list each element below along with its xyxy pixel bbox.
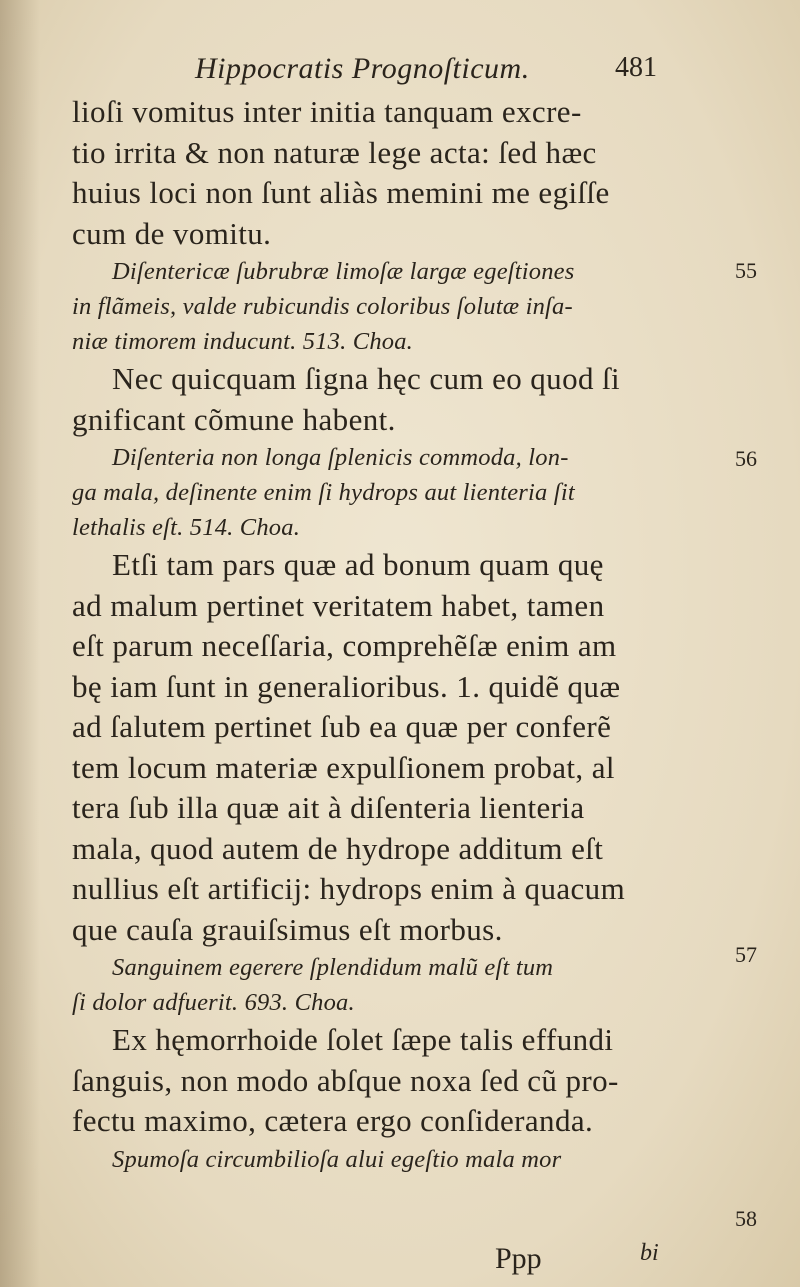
- text-line: gnificant cõmune habent.: [72, 401, 396, 437]
- text-line: niæ timorem inducunt. 513. Choa.: [72, 328, 414, 355]
- catchword-continuation: bi: [640, 1240, 659, 1266]
- folio-number: 481: [615, 52, 657, 83]
- running-title: Hippocratis Prognoſticum.: [195, 52, 530, 85]
- text-line: Etſi tam pars quæ ad bonum quam quę: [112, 547, 604, 582]
- text-line: Spumoſa circumbilioſa alui egeſtio mala mor: [112, 1145, 562, 1173]
- text-line: Nec quicquam ſigna hęc cum eo quod ſi: [112, 361, 621, 396]
- text-line: tera ſub illa quæ ait à diſenteria lienteria: [72, 790, 585, 825]
- text-line: ſanguis, non modo abſque noxa ſed cũ pro-: [72, 1062, 619, 1098]
- text-line: ga mala, deſinente enim ſi hydrops aut lienteria ſit: [72, 479, 575, 506]
- text-line: ad ſalutem pertinet ſub ea quæ per conferẽ: [72, 709, 612, 744]
- text-line: bę iam ſunt in generalioribus. 1. quidẽ quæ: [72, 668, 621, 704]
- margin-number-58: 58: [735, 1206, 757, 1231]
- margin-number-56: 56: [735, 446, 757, 471]
- text-line: tio irrita & non naturæ lege acta: ſed hæc: [72, 134, 597, 170]
- text-line: ſi dolor adfuerit. 693. Choa.: [72, 989, 355, 1016]
- text-line: huius loci non ſunt aliàs memini me egiſſe: [72, 175, 610, 210]
- text-line: lioſi vomitus inter initia tanquam excre-: [72, 94, 582, 129]
- text-line: nullius eſt artificij: hydrops enim à quacum: [72, 871, 626, 906]
- text-line: eſt parum neceſſaria, comprehẽſæ enim am: [72, 628, 617, 663]
- running-head: [195, 52, 795, 86]
- text-line: tem locum materiæ expulſionem probat, al: [72, 749, 615, 785]
- text-line: Sanguinem egerere ſplendidum malũ eſt tum: [112, 954, 554, 981]
- text-line: in flãmeis, valde rubicundis coloribus ſolutæ inſa-: [72, 293, 573, 320]
- text-line: Diſenteria non longa ſplenicis commoda, lon-: [112, 444, 569, 471]
- margin-number-57: 57: [735, 942, 757, 967]
- text-line: Diſentericæ ſubrubræ limoſæ largæ egeſtiones: [112, 258, 575, 285]
- text-line: que cauſa grauiſsimus eſt morbus.: [72, 911, 503, 947]
- catchword-signature: Ppp: [495, 1242, 542, 1275]
- gutter-shadow: [0, 0, 40, 1287]
- text-line: mala, quod autem de hydrope additum eſt: [72, 830, 604, 866]
- margin-number-55: 55: [735, 258, 757, 283]
- text-line: lethalis eſt. 514. Choa.: [72, 514, 301, 541]
- text-line: fectu maximo, cætera ergo conſideranda.: [72, 1103, 594, 1138]
- text-line: ad malum pertinet veritatem habet, tamen: [72, 587, 605, 623]
- text-line: Ex hęmorrhoide ſolet ſæpe talis effundi: [112, 1022, 614, 1057]
- text-line: cum de vomitu.: [72, 215, 272, 251]
- body-text: [72, 92, 672, 1177]
